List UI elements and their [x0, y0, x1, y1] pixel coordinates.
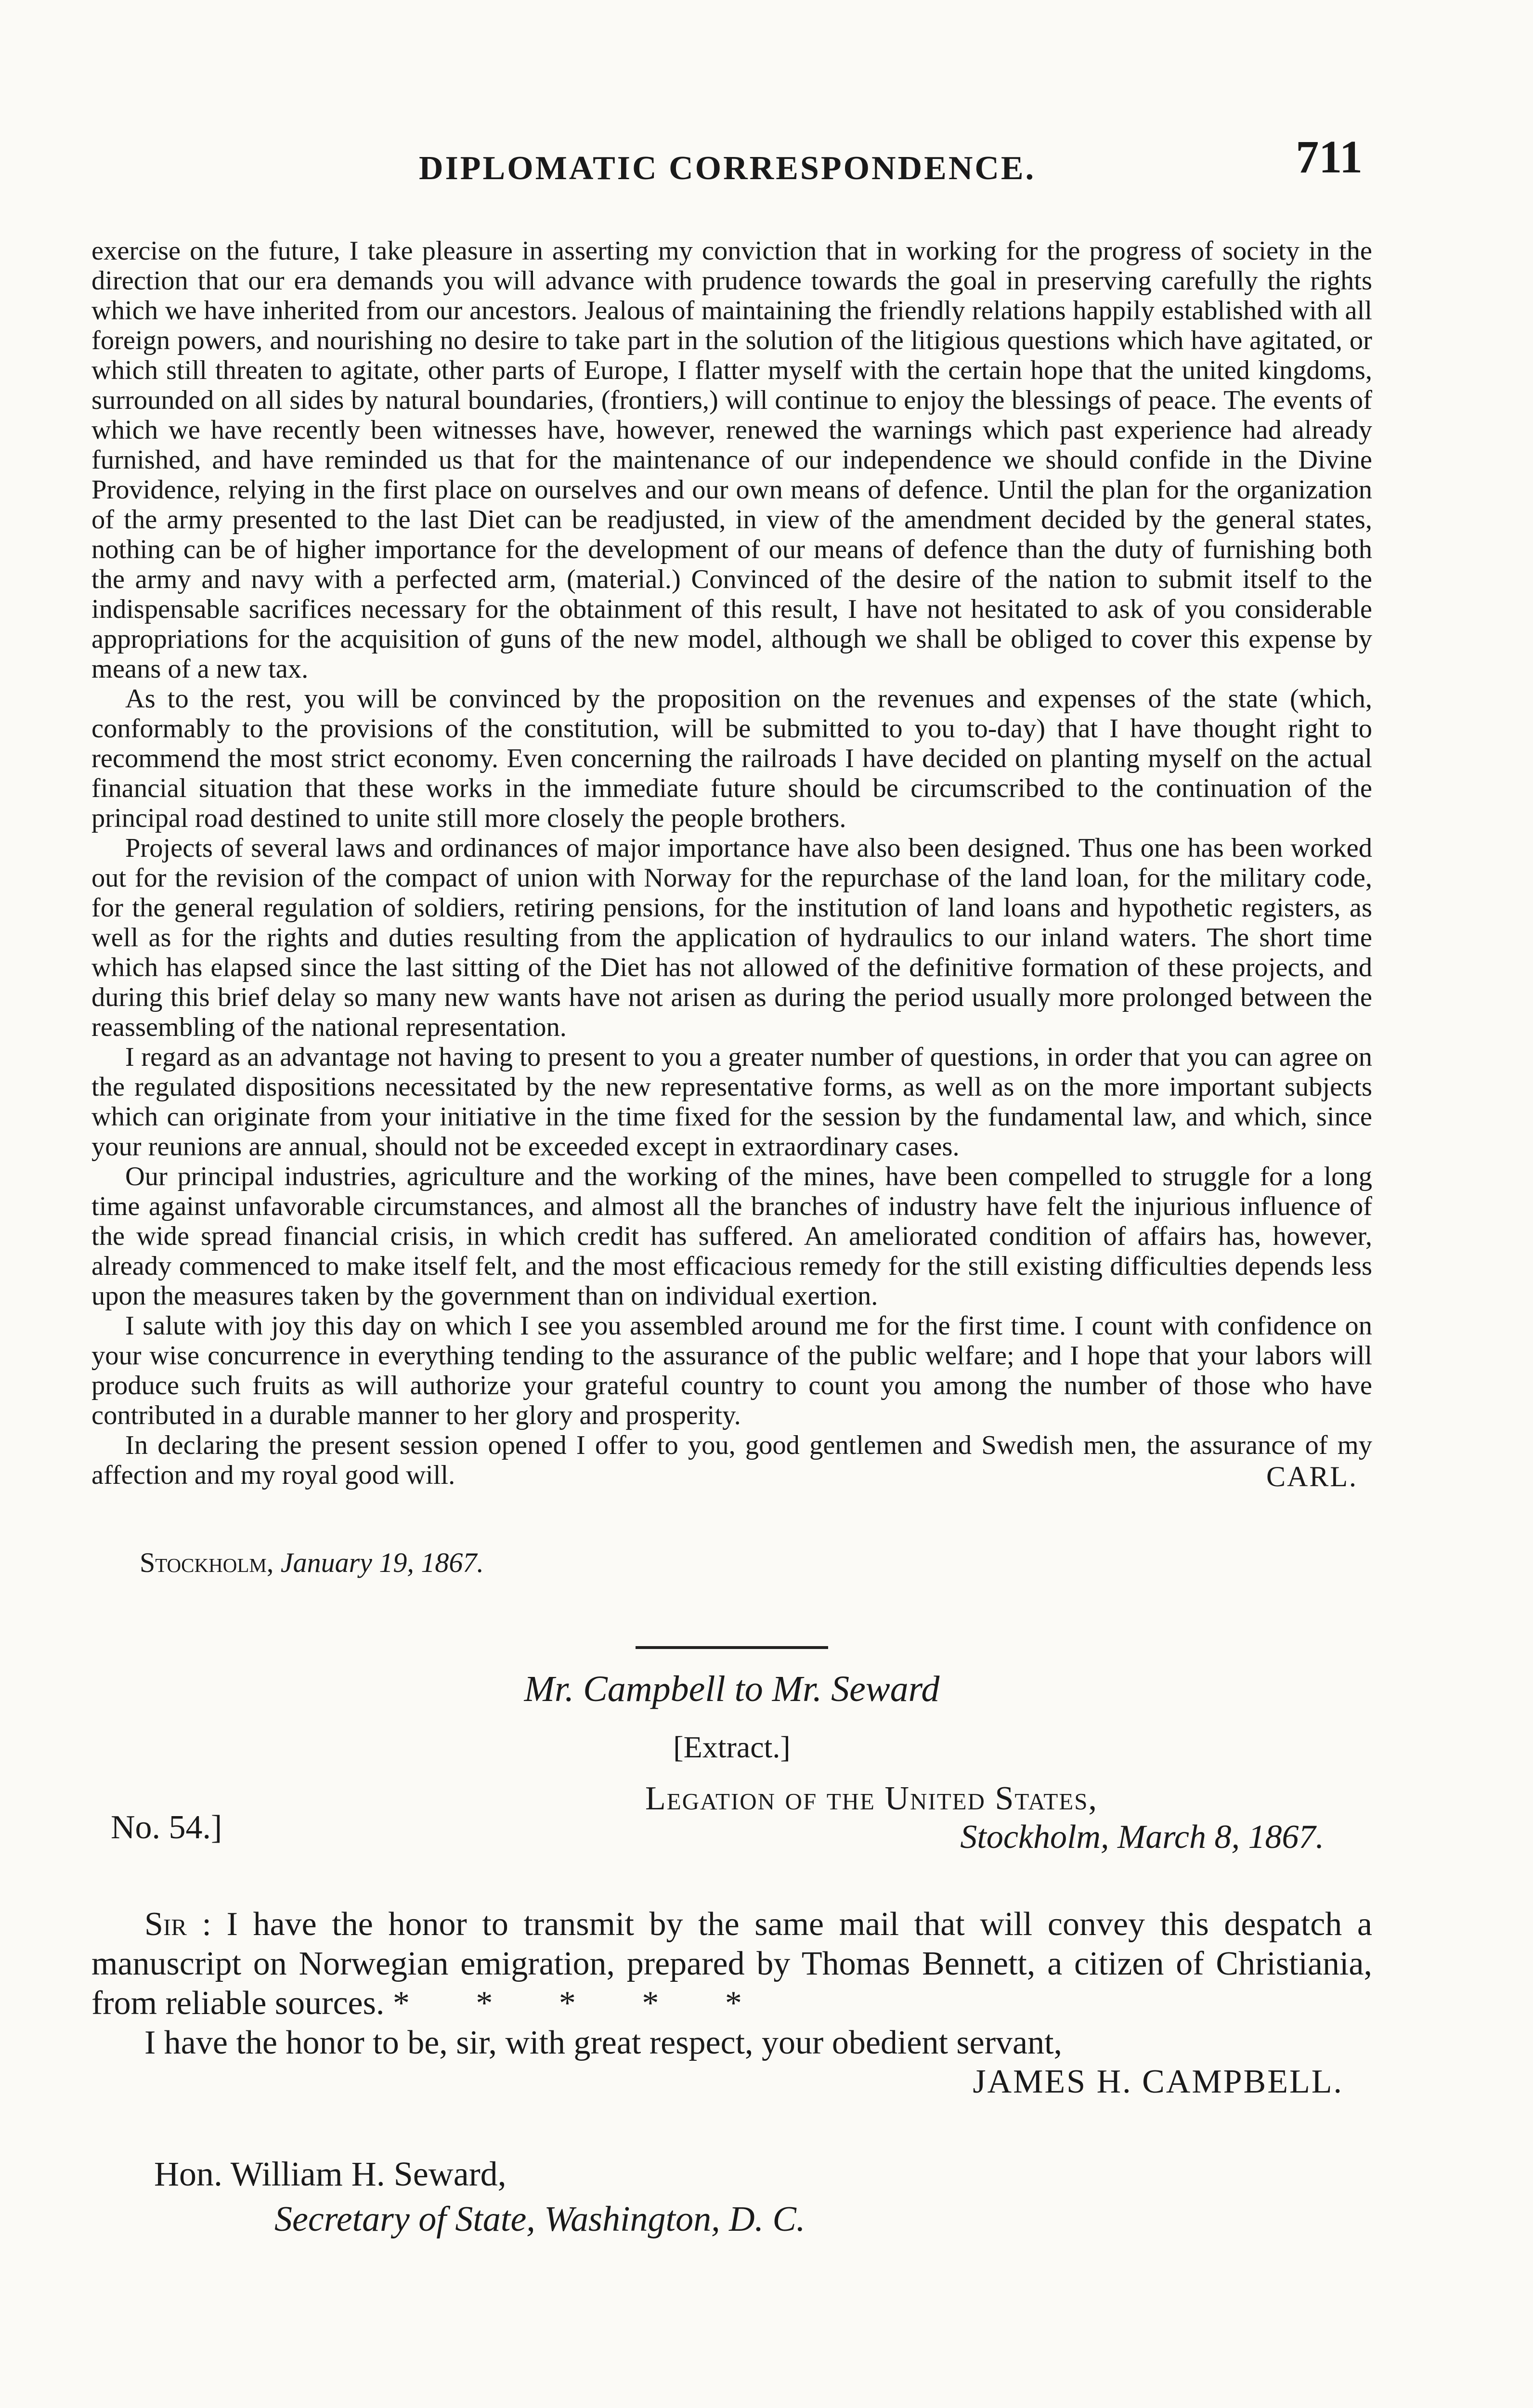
dateline-place: Stockholm,: [140, 1547, 274, 1578]
addressee-title: Secretary of State, Washington, D. C.: [274, 2199, 805, 2239]
running-title: DIPLOMATIC CORRESPONDENCE.: [419, 150, 1036, 187]
salutation: Sir :: [144, 1906, 212, 1943]
place-date: [960, 1818, 1324, 1857]
paragraph: I salute with joy this day on which I see you assembled around me for the first time. I count with confidence on your wise concurrence in everything tending to the assurance of the public welfare; and I hope that your labors will produce such fruits as will authorize your grateful country to count you among the number of those who have contributed in a durable manner to her glory and prosperity.: [91, 1311, 1372, 1430]
page-header: [91, 130, 1372, 193]
dateline: [140, 1546, 1372, 1579]
extract-note: [Extract.]: [673, 1730, 791, 1764]
speech-text: [91, 236, 1372, 1490]
sender-signature: JAMES H. CAMPBELL.: [973, 2063, 1343, 2100]
closing: I have the honor to be, sir, with great respect, your obedient servant,: [144, 2024, 1063, 2061]
page-number: 711: [1296, 131, 1363, 183]
paragraph: I regard as an advantage not having to present to you a greater number of questions, in order that you can agree on the regulated dispositions necessitated by the new representative forms, as well as on the more important subjects which can originate from your initiative in the time fixed for the session by the fundamental law, and which, since your reunions are annual, should not be exceeded except in extraordinary cases.: [91, 1042, 1372, 1162]
paragraph: Projects of several laws and ordinances of major importance have also been designed. Thus one has been worked out for the revision of the compact of union with Norway for the repurchase of the land loan, for the military code, for the general regulation of soldiers, retiring pensions, for the institution of land loans and hypothetic registers, as well as for the rights and duties resulting from the application of hydraulics to our inland waters. The short time which has elapsed since the last sitting of the Diet has not allowed of the definitive formation of these projects, and during this brief delay so many new wants have not arisen as during the period usually more prolonged between the reassembling of the national representation.: [91, 833, 1372, 1042]
paragraph: exercise on the future, I take pleasure in asserting my conviction that in working for the progress of society in the direction that our era demands you will advance with prudence towards the goal in preserving carefully the rights which we have inherited from our ancestors. Jealous of maintaining the friendly relations happily established with all foreign powers, and nourishing no desire to take part in the solution of the litigious questions which have agitated, or which still threaten to agitate, other parts of Europe, I flatter myself with the certain hope that the united kingdoms, surrounded on all sides by natural boundaries, (frontiers,) will continue to enjoy the blessings of peace. The events of which we have recently been witnesses have, however, renewed the warnings which past experience had already furnished, and have reminded us that for the maintenance of our independence we should confide in the Divine Providence, relying in the first place on ourselves and our own means of defence. Until the plan for the organization of the army presented to the last Diet can be readjusted, in view of the amendment decided by the general states, nothing can be of higher importance for the development of our means of defence than the duty of furnishing both the army and navy with a perfected arm, (material.) Convinced of the desire of the nation to submit itself to the indispensable sacrifices necessary for the obtainment of this result, I have not hesitated to ask of you considerable appropriations for the acquisition of guns of the new model, although we shall be obliged to cover this expense by means of a new tax.: [91, 236, 1372, 684]
letter-reference: [91, 1780, 1372, 1881]
dateline-date: January 19, 1867.: [280, 1547, 484, 1578]
section-divider: [636, 1646, 828, 1649]
letter-title: Mr. Campbell to Mr. Seward: [524, 1669, 940, 1709]
letter-body: [91, 1905, 1372, 2063]
despatch-number: No. 54.]: [111, 1809, 222, 1846]
addressee-name: Hon. William H. Seward,: [154, 2155, 507, 2193]
place-date-text: Stockholm, March 8, 1867.: [960, 1819, 1324, 1856]
signature-carl: CARL.: [1266, 1461, 1358, 1492]
paragraph: As to the rest, you will be convinced by the proposition on the revenues and expenses of the state (which, conformably to the provisions of the constitution, will be submitted to you to-day) that I have thought right to recommend the most strict economy. Even concerning the railroads I have decided on planting myself on the actual financial situation that these works in the immediate future should be circumscribed to the continuation of the principal road destined to unite still more closely the people brothers.: [91, 684, 1372, 833]
document-page: [91, 130, 1372, 2240]
legation-heading: Legation of the United States,: [645, 1780, 1098, 1817]
letter-paragraph: [91, 1905, 1372, 2023]
omission-stars: * * * * *: [392, 1985, 771, 2022]
letter-text: I have the honor to transmit by the same mail that will convey this despatch a manuscript on Norwegian emigration, prepared by Thomas Bennett, a citizen of Christiania, from reliable sources.: [91, 1906, 1372, 2022]
paragraph: In declaring the present session opened I offer to you, good gentlemen and Swedish men, the assurance of my affection and my royal good will.: [91, 1430, 1372, 1490]
paragraph: Our principal industries, agriculture and the working of the mines, have been compelled to struggle for a long time against unfavorable circumstances, and almost all the branches of industry have felt the injurious influence of the wide spread financial crisis, in which credit has suffered. An ameliorated condition of affairs has, however, already commenced to make itself felt, and the most efficacious remedy for the still existing difficulties depends less upon the measures taken by the government than on individual exertion.: [91, 1162, 1372, 1311]
